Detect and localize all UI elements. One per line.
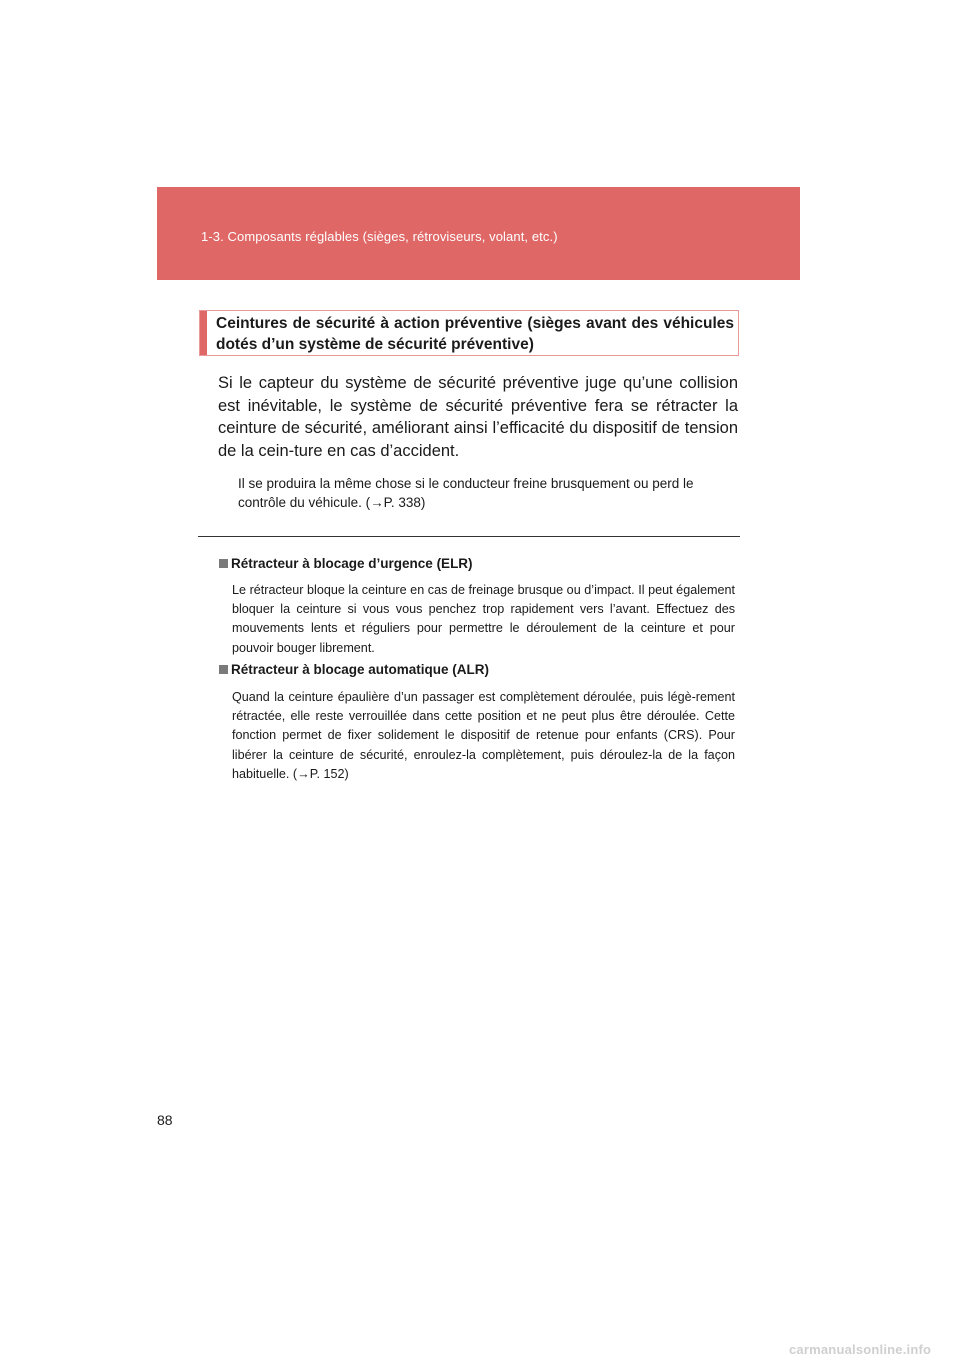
section-title-box [199, 310, 739, 356]
chapter-header-band [157, 187, 800, 280]
section-title: Ceintures de sécurité à action préventive (sièges avant des véhicules dotés d’un système de sécurité préventive) [216, 315, 734, 353]
chapter-breadcrumb: 1-3. Composants réglables (sièges, rétroviseurs, volant, etc.) [201, 229, 558, 244]
section-note-text: Il se produira la même chose si le conducteur freine brusquement ou perd le contrôle du véhicule. (→P. 338) [238, 476, 694, 510]
square-bullet-icon [219, 665, 228, 674]
subsection-heading-elr [219, 556, 473, 571]
subsection-heading-label: Rétracteur à blocage automatique (ALR) [231, 662, 490, 677]
page-number: 88 [157, 1112, 173, 1128]
watermark-text: carmanualsonline.info [789, 1342, 932, 1357]
section-body-text: Si le capteur du système de sécurité préventive juge qu’une collision est inévitable, le système de sécurité préventive fera se rétracter la ceinture de sécurité, améliorant ainsi l’efficacité du dispositif de tension de la cein-ture en cas d’accident. [218, 374, 738, 460]
subsection-heading-label: Rétracteur à blocage d’urgence (ELR) [231, 556, 473, 571]
square-bullet-icon [219, 559, 228, 568]
section-accent-bar [200, 311, 207, 355]
subsection-body-elr: Le rétracteur bloque la ceinture en cas de freinage brusque ou d’impact. Il peut également bloquer la ceinture si vous vous penchez trop rapidement vers l’avant. Effectuez des mouvements lents et réguliers pour permettre le déroulement de la ceinture et pour pouvoir bouger librement. [232, 583, 735, 655]
section-divider [198, 536, 740, 537]
subsection-heading-alr [219, 662, 489, 677]
subsection-body-alr: Quand la ceinture épaulière d’un passager est complètement déroulée, puis légè-rement rétractée, elle reste verrouillée dans cette position et ne peut plus être déroulée. Cette fonction permet de fixer solidement le dispositif de retenue pour enfants (CRS). Pour libérer la ceinture de sécurité, enroulez-la complètement, puis déroulez-la de la façon habituelle. (→P. 152) [232, 690, 735, 781]
